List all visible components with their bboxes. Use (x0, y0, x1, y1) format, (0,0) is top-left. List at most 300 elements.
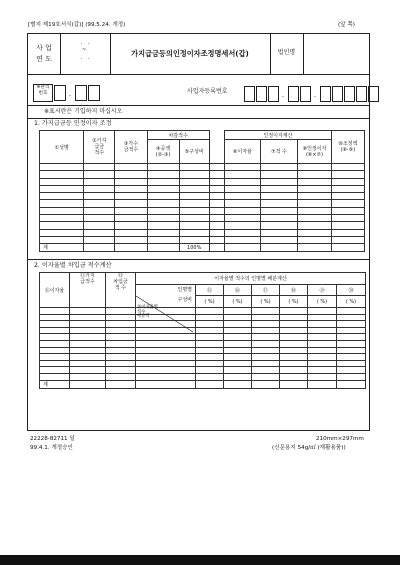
management-number-label: ※관리 번호 (33, 84, 53, 102)
table-cell[interactable] (331, 193, 364, 200)
table-cell[interactable] (196, 340, 224, 347)
table-cell[interactable] (224, 327, 252, 334)
table-cell[interactable] (224, 354, 252, 361)
table-cell[interactable] (252, 360, 280, 367)
table-cell[interactable] (209, 200, 225, 207)
table-cell[interactable] (40, 215, 84, 222)
table-cell[interactable] (224, 373, 252, 380)
table-cell[interactable] (40, 236, 84, 243)
table-cell[interactable] (280, 334, 308, 341)
table-row (40, 185, 365, 192)
table-cell[interactable] (331, 229, 364, 236)
diagonal-line (135, 294, 197, 336)
table-cell[interactable] (298, 215, 331, 222)
table-cell[interactable] (225, 207, 260, 214)
table-cell[interactable] (179, 207, 209, 214)
table-cell[interactable] (147, 200, 179, 207)
table-cell[interactable] (106, 308, 136, 315)
table-cell[interactable] (225, 229, 260, 236)
table-cell[interactable] (298, 200, 331, 207)
table-cell[interactable] (147, 244, 179, 252)
table-cell[interactable] (298, 222, 331, 229)
table-cell[interactable] (40, 367, 70, 374)
table-cell[interactable] (280, 340, 308, 347)
table-cell[interactable] (84, 193, 115, 200)
reg-box[interactable] (244, 86, 255, 102)
section2-title: 2. 이자율별 차입금 적수계산 (34, 262, 112, 269)
table-cell[interactable] (106, 340, 136, 347)
table-cell[interactable] (308, 308, 337, 315)
table-cell[interactable] (337, 354, 366, 361)
table-cell[interactable] (70, 327, 106, 334)
paper-size: 210mm×297mm (316, 436, 364, 442)
table-cell[interactable] (209, 207, 225, 214)
table-cell[interactable] (225, 244, 260, 252)
table-cell[interactable] (115, 164, 147, 171)
table-cell[interactable] (280, 314, 308, 321)
table-cell[interactable] (260, 229, 298, 236)
table-cell[interactable] (115, 207, 147, 214)
table-row (40, 373, 366, 380)
table-cell[interactable] (308, 340, 337, 347)
paper-spec: (신문용지 54g/㎡ (재활용품)) (272, 445, 346, 451)
table-cell[interactable] (40, 200, 84, 207)
table-cell[interactable] (136, 380, 196, 388)
reg-box[interactable] (320, 86, 331, 102)
section1-title: 1. 가지급금등 인정이자 조정 (34, 120, 112, 127)
table-cell[interactable] (136, 367, 196, 374)
table-row (40, 367, 366, 374)
table-cell[interactable] (260, 164, 298, 171)
table-cell[interactable] (331, 244, 364, 252)
business-year-label: 사 업 연 도 (36, 44, 52, 63)
table-cell[interactable] (70, 340, 106, 347)
table-cell[interactable] (196, 380, 224, 388)
table-cell[interactable] (115, 222, 147, 229)
table-cell[interactable] (337, 373, 366, 380)
table-cell[interactable] (40, 185, 84, 192)
table-cell[interactable] (209, 178, 225, 185)
group-distribution-header: 이자율별 적수의 인명별 배분계산 (136, 273, 366, 285)
table-cell[interactable] (225, 185, 260, 192)
table-cell[interactable] (298, 244, 331, 252)
table-cell[interactable] (252, 380, 280, 388)
table-cell[interactable] (209, 164, 225, 171)
table-cell[interactable] (337, 347, 366, 354)
person-pct: ( %) (308, 296, 337, 308)
table-cell[interactable] (196, 354, 224, 361)
table-cell[interactable] (308, 354, 337, 361)
table-cell[interactable] (337, 380, 366, 388)
table-cell[interactable] (209, 229, 225, 236)
table-cell[interactable] (106, 360, 136, 367)
table-cell[interactable] (115, 236, 147, 243)
table-cell[interactable] (331, 171, 364, 178)
person-col-header: ⑲ (308, 285, 337, 296)
management-number-box[interactable] (54, 85, 66, 101)
table-cell[interactable] (106, 380, 136, 388)
table-cell[interactable] (260, 185, 298, 192)
table-cell[interactable] (331, 178, 364, 185)
table-cell[interactable] (224, 360, 252, 367)
table-cell[interactable] (308, 314, 337, 321)
table-cell[interactable] (147, 207, 179, 214)
table-cell[interactable] (280, 321, 308, 328)
table-cell[interactable] (280, 380, 308, 388)
table-cell[interactable] (298, 236, 331, 243)
table-cell[interactable] (224, 367, 252, 374)
table-cell[interactable] (252, 308, 280, 315)
reg-box[interactable] (256, 86, 267, 102)
table-cell[interactable] (84, 229, 115, 236)
table-cell[interactable] (337, 367, 366, 374)
table-row (40, 164, 365, 171)
person-pct: ( %) (196, 296, 224, 308)
table-cell[interactable] (179, 164, 209, 171)
table-cell[interactable] (147, 229, 179, 236)
table-cell[interactable] (260, 171, 298, 178)
table-cell[interactable] (308, 367, 337, 374)
table-cell[interactable] (106, 321, 136, 328)
table-cell[interactable] (70, 334, 106, 341)
col-days-header: ⑦적 수 (260, 140, 298, 164)
table-row (40, 334, 366, 341)
table-cell[interactable] (147, 222, 179, 229)
table-cell[interactable] (196, 321, 224, 328)
table-cell[interactable] (136, 354, 196, 361)
table-cell[interactable] (225, 222, 260, 229)
table-cell[interactable] (224, 340, 252, 347)
table-cell[interactable] (224, 334, 252, 341)
table-cell[interactable] (196, 360, 224, 367)
table-cell[interactable] (298, 171, 331, 178)
reg-box[interactable] (300, 86, 311, 102)
business-year-dates: . . ~ . . (80, 40, 90, 61)
total-label: 계 (40, 380, 70, 388)
table-cell[interactable] (84, 222, 115, 229)
management-number-group: ※관리 번호 - (33, 82, 143, 100)
table-row (40, 215, 365, 222)
col-interest-header: ⑧인정이자 (⑥×⑦) (298, 140, 331, 164)
table-cell[interactable] (70, 380, 106, 388)
table-cell[interactable] (252, 340, 280, 347)
reg-box[interactable] (268, 86, 279, 102)
table-cell[interactable] (136, 347, 196, 354)
table-cell[interactable] (106, 347, 136, 354)
table-cell[interactable] (337, 321, 366, 328)
table-cell[interactable] (40, 314, 70, 321)
table-cell[interactable] (225, 200, 260, 207)
table-cell[interactable] (308, 380, 337, 388)
table-cell[interactable] (115, 178, 147, 185)
table-cell[interactable] (136, 340, 196, 347)
table-cell[interactable] (40, 321, 70, 328)
table-cell[interactable] (40, 340, 70, 347)
table-cell[interactable] (209, 171, 225, 178)
table-cell[interactable] (260, 193, 298, 200)
table-cell[interactable] (40, 354, 70, 361)
table-cell[interactable] (40, 193, 84, 200)
table-cell[interactable] (252, 334, 280, 341)
table-cell[interactable] (106, 354, 136, 361)
table-cell[interactable] (179, 200, 209, 207)
table-cell[interactable] (115, 171, 147, 178)
table-cell[interactable] (106, 373, 136, 380)
table-cell[interactable] (115, 193, 147, 200)
table-cell[interactable] (331, 200, 364, 207)
col-temp-header: ③가수 금적수 (115, 131, 147, 164)
table-row (40, 193, 365, 200)
table-cell[interactable] (70, 308, 106, 315)
table-cell[interactable] (225, 193, 260, 200)
table-cell[interactable] (224, 380, 252, 388)
table-cell[interactable] (115, 244, 147, 252)
table-cell[interactable] (84, 171, 115, 178)
col-deposit-header: ②가지 급금 적수 (84, 131, 115, 164)
table-cell[interactable] (136, 373, 196, 380)
reg-box[interactable] (344, 86, 355, 102)
table-cell[interactable] (252, 314, 280, 321)
table-cell[interactable] (331, 236, 364, 243)
table-cell[interactable] (209, 215, 225, 222)
table-cell[interactable] (40, 347, 70, 354)
table-cell[interactable] (147, 171, 179, 178)
person-col-header: ⑮ (196, 285, 224, 296)
table-cell[interactable] (260, 207, 298, 214)
table-cell[interactable] (280, 327, 308, 334)
table-row (40, 347, 366, 354)
table-cell[interactable] (209, 193, 225, 200)
table-cell[interactable] (298, 193, 331, 200)
table-cell[interactable] (196, 334, 224, 341)
table-row (40, 354, 366, 361)
table-cell[interactable] (70, 321, 106, 328)
table-cell[interactable] (331, 222, 364, 229)
table-cell[interactable] (252, 347, 280, 354)
table-cell[interactable] (298, 164, 331, 171)
table-cell[interactable] (280, 373, 308, 380)
table-cell[interactable] (308, 327, 337, 334)
table-cell[interactable] (209, 185, 225, 192)
table-cell[interactable] (70, 373, 106, 380)
table-cell[interactable] (84, 164, 115, 171)
table-cell[interactable] (224, 347, 252, 354)
table-cell[interactable] (308, 360, 337, 367)
col-diff-header: ④공액 (②-③) (147, 140, 179, 164)
table-cell[interactable] (337, 314, 366, 321)
table-cell[interactable] (84, 207, 115, 214)
table-cell[interactable] (179, 185, 209, 192)
table-cell[interactable] (298, 185, 331, 192)
table-row (40, 207, 365, 214)
table-cell[interactable] (84, 200, 115, 207)
form-number: [별지 제19호서식(갑)] (99.5.24. 개정) (28, 22, 126, 28)
corp-name-label: 법인명 (277, 49, 296, 56)
table-cell[interactable] (331, 185, 364, 192)
table-cell[interactable] (260, 178, 298, 185)
table-cell[interactable] (331, 164, 364, 171)
table-cell[interactable] (225, 171, 260, 178)
table-cell[interactable] (70, 314, 106, 321)
table-cell[interactable] (252, 321, 280, 328)
reg-box[interactable] (332, 86, 343, 102)
table-cell[interactable] (260, 244, 298, 252)
table-cell[interactable] (224, 314, 252, 321)
table-cell[interactable] (84, 178, 115, 185)
table-cell[interactable] (337, 308, 366, 315)
table-cell[interactable] (147, 164, 179, 171)
table-cell[interactable] (179, 222, 209, 229)
page-side-label: (앞 쪽) (338, 22, 355, 28)
table-cell[interactable] (84, 185, 115, 192)
col-rate-header: ⑥이자율 (225, 140, 260, 164)
table-row (40, 178, 365, 185)
table-cell[interactable] (280, 347, 308, 354)
table-cell[interactable] (40, 327, 70, 334)
diagonal-corner-labels: ⑭이자율별 적수 배분액 (137, 305, 158, 320)
table-cell[interactable] (225, 215, 260, 222)
table-cell[interactable] (40, 171, 84, 178)
table-cell[interactable] (179, 171, 209, 178)
table-cell[interactable] (308, 373, 337, 380)
table-cell[interactable] (260, 215, 298, 222)
table-cell[interactable] (224, 321, 252, 328)
approval-date: 99.4.1. 개정승인 (30, 445, 73, 451)
table-cell[interactable] (40, 334, 70, 341)
table-cell[interactable] (337, 334, 366, 341)
reg-box[interactable] (356, 86, 367, 102)
business-reg-number-label: 사업자등록번호 (187, 88, 228, 95)
table-cell[interactable] (280, 360, 308, 367)
table-cell[interactable] (40, 360, 70, 367)
table-cell[interactable] (106, 334, 136, 341)
reg-box[interactable] (288, 86, 299, 102)
table-cell[interactable] (40, 207, 84, 214)
table-cell[interactable] (147, 193, 179, 200)
col-adjust-header: ⑩조정액 (⑧-⑨) (331, 131, 364, 164)
table-cell[interactable] (84, 244, 115, 252)
table-cell[interactable] (115, 200, 147, 207)
table-cell[interactable] (147, 215, 179, 222)
table-cell[interactable] (252, 327, 280, 334)
person-col-header: ⑯ (224, 285, 252, 296)
management-number-box[interactable] (75, 85, 87, 101)
table-cell[interactable] (260, 236, 298, 243)
table-row (40, 308, 366, 315)
table-cell[interactable] (280, 308, 308, 315)
table-cell[interactable] (40, 222, 84, 229)
table-cell[interactable] (84, 236, 115, 243)
table-cell[interactable] (331, 207, 364, 214)
table-cell[interactable] (136, 360, 196, 367)
form-code: 22228-82711 일 (30, 436, 75, 442)
table-cell[interactable] (225, 164, 260, 171)
table-cell[interactable] (280, 367, 308, 374)
form-title: 가지급금등의인정이자조정명세서(갑) (131, 49, 249, 58)
table-cell[interactable] (179, 193, 209, 200)
table-cell[interactable] (179, 236, 209, 243)
notice-text: ※표시란은 기입하지 마십시오 (44, 108, 123, 115)
person-col-header: ⑳ (337, 285, 366, 296)
table-cell[interactable] (179, 215, 209, 222)
table-cell[interactable] (225, 236, 260, 243)
table-cell[interactable] (298, 207, 331, 214)
table-cell[interactable] (196, 314, 224, 321)
table-cell[interactable] (115, 229, 147, 236)
reg-box[interactable] (368, 86, 379, 102)
table-cell[interactable] (209, 236, 225, 243)
table-cell[interactable] (308, 347, 337, 354)
table-cell[interactable] (209, 222, 225, 229)
table-cell[interactable] (40, 178, 84, 185)
table-cell[interactable] (70, 367, 106, 374)
table-cell[interactable] (252, 367, 280, 374)
table-cell[interactable] (308, 321, 337, 328)
table-cell[interactable] (337, 327, 366, 334)
table-cell[interactable] (70, 347, 106, 354)
table-row (40, 340, 366, 347)
table-cell[interactable] (280, 354, 308, 361)
table-cell[interactable] (40, 164, 84, 171)
management-number-box[interactable] (88, 85, 100, 101)
table-cell[interactable] (196, 327, 224, 334)
bottom-edge (0, 555, 400, 565)
table-cell[interactable] (70, 360, 106, 367)
table-cell[interactable] (179, 229, 209, 236)
table-cell[interactable] (196, 367, 224, 374)
table-cell[interactable] (252, 354, 280, 361)
table-cell[interactable] (147, 236, 179, 243)
table-cell[interactable] (106, 367, 136, 374)
table-row (40, 229, 365, 236)
table-cell[interactable] (224, 308, 252, 315)
table-cell[interactable] (331, 215, 364, 222)
table-cell[interactable] (40, 373, 70, 380)
table-cell[interactable] (225, 178, 260, 185)
table-cell[interactable] (196, 347, 224, 354)
table-row (40, 321, 366, 328)
table-cell[interactable] (147, 178, 179, 185)
table-cell[interactable] (179, 178, 209, 185)
table-cell[interactable] (260, 222, 298, 229)
table-cell[interactable] (40, 229, 84, 236)
col-ratio-header: ⑤구성비 (179, 140, 209, 164)
group-balance-header: 차감적수 (147, 131, 209, 140)
table-cell[interactable] (196, 308, 224, 315)
table-cell[interactable] (40, 308, 70, 315)
table-cell[interactable] (70, 354, 106, 361)
table-row (40, 200, 365, 207)
table-cell[interactable] (115, 185, 147, 192)
table-cell[interactable] (115, 215, 147, 222)
table-cell[interactable] (147, 185, 179, 192)
table-cell[interactable] (337, 340, 366, 347)
table-cell[interactable] (298, 178, 331, 185)
table-cell[interactable] (308, 334, 337, 341)
table-cell[interactable] (106, 327, 136, 334)
table-cell[interactable] (252, 373, 280, 380)
table-cell[interactable] (260, 200, 298, 207)
corp-name-field[interactable] (306, 38, 366, 70)
table-cell[interactable] (106, 314, 136, 321)
table-cell[interactable] (337, 360, 366, 367)
table-cell[interactable] (196, 373, 224, 380)
table-cell[interactable] (84, 215, 115, 222)
table-row (40, 314, 366, 321)
table-cell[interactable] (298, 229, 331, 236)
table-row (40, 236, 365, 243)
total-ratio: 100% (179, 244, 209, 252)
